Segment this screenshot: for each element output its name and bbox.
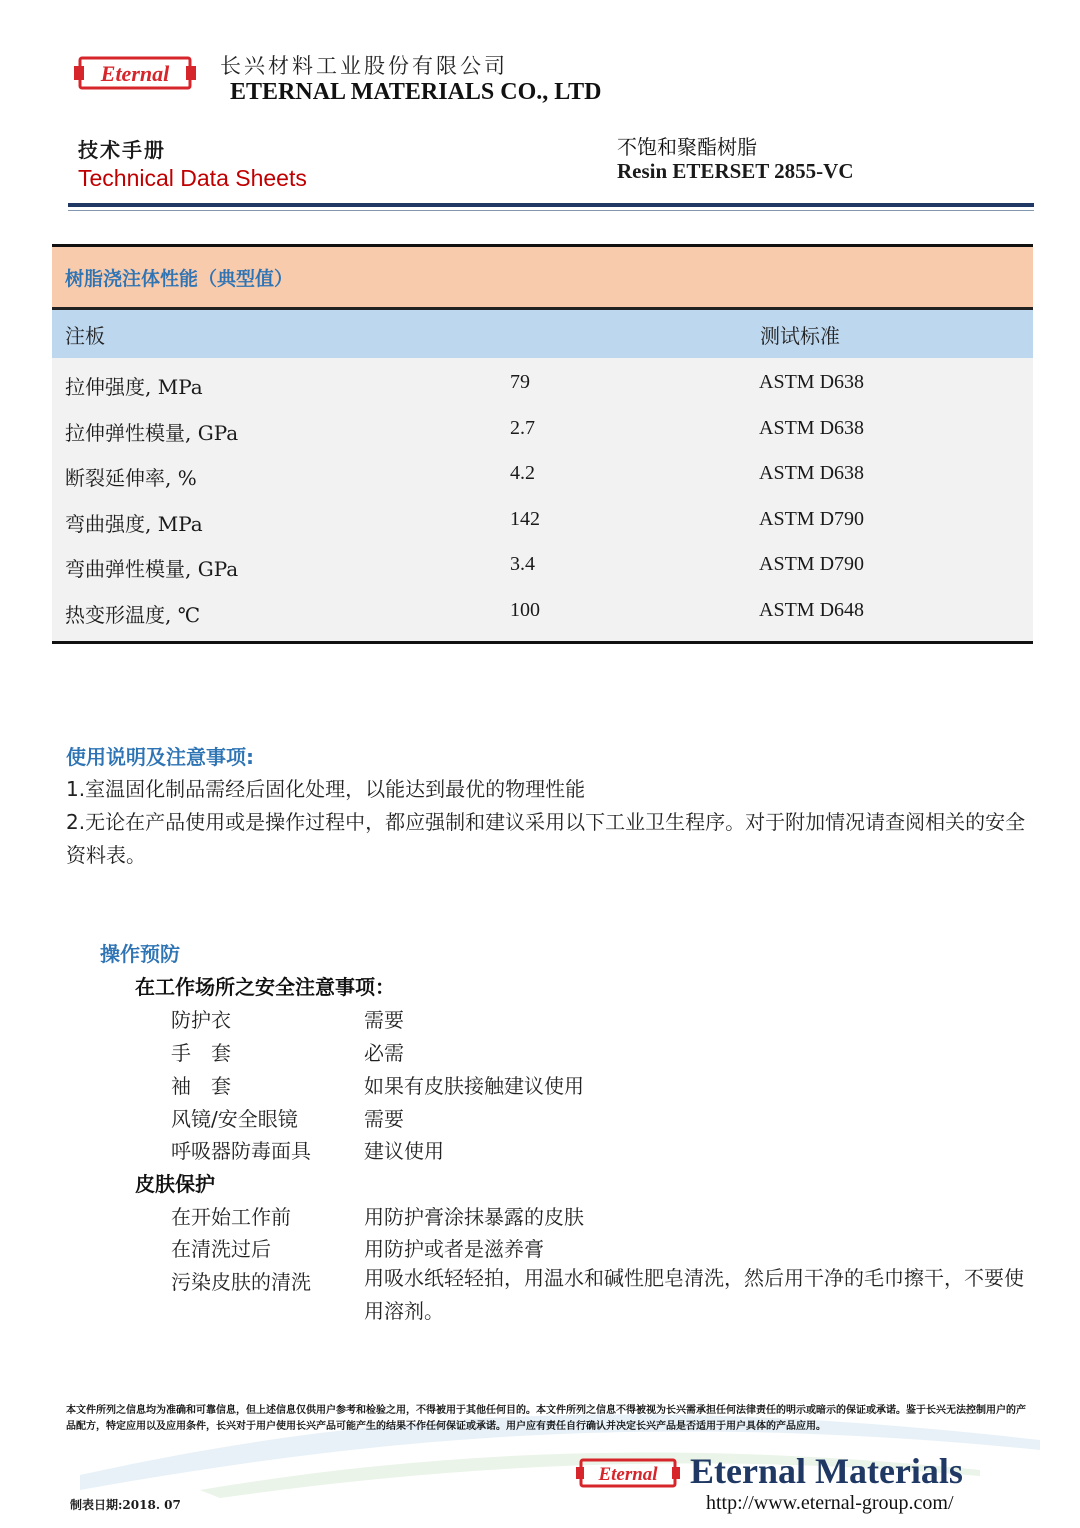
usage-item-1: 1.室温固化制品需经后固化处理，以能达到最优的物理性能 bbox=[66, 777, 586, 801]
eternal-logo bbox=[72, 48, 198, 98]
skin-value: 用防护膏涂抹暴露的皮肤 bbox=[364, 1205, 584, 1229]
col-property-header: 注板 bbox=[65, 323, 105, 348]
skin-heading: 皮肤保护 bbox=[135, 1172, 215, 1196]
ppe-label: 防护衣 bbox=[171, 1008, 231, 1032]
ppe-label: 手 套 bbox=[171, 1041, 231, 1065]
table-row bbox=[52, 408, 1033, 454]
doc-type-en: Technical Data Sheets bbox=[78, 165, 307, 191]
property-value: 79 bbox=[510, 371, 530, 393]
table-row bbox=[52, 453, 1033, 499]
property-name: 拉伸弹性模量, GPa bbox=[65, 420, 239, 445]
footer-eternal-logo bbox=[574, 1452, 682, 1494]
property-name: 弯曲强度, MPa bbox=[65, 511, 203, 536]
header-divider bbox=[68, 203, 1034, 207]
made-date: 制表日期:2018. 07 bbox=[70, 1498, 181, 1512]
test-standard: ASTM D790 bbox=[759, 507, 865, 530]
property-name: 热变形温度, ℃ bbox=[65, 602, 201, 627]
doc-type-cn: 技术手册 bbox=[78, 138, 166, 162]
table-row bbox=[52, 544, 1033, 590]
product-name-cn: 不饱和聚酯树脂 bbox=[617, 135, 757, 159]
handling-heading: 操作预防 bbox=[100, 942, 180, 966]
test-standard: ASTM D790 bbox=[759, 553, 865, 575]
test-standard: ASTM D638 bbox=[759, 462, 865, 484]
legal-disclaimer: 本文件所列之信息均为准确和可靠信息，但上述信息仅供用户参考和检验之用，不得被用于其他任何目的。本文件所列之信息不得被视为长兴需承担任何法律责任的明示或暗示的保证或承诺。鉴于长兴无法控制用户的产品配方，特定应用以及应用条件，长兴对于用户使用长兴产品可能产生的结果不作任何保证或承诺。用户应有责任自行确认并决定长兴产品是否适用于用户具体的产品应用。 bbox=[66, 1405, 1026, 1432]
property-value: 100 bbox=[510, 598, 540, 621]
product-name-en: Resin ETERSET 2855-VC bbox=[617, 159, 854, 183]
header-divider-thin bbox=[68, 210, 1034, 211]
ppe-value: 需要 bbox=[364, 1008, 404, 1032]
property-name: 断裂延伸率, % bbox=[65, 466, 197, 490]
col-standard-header: 测试标准 bbox=[760, 323, 840, 348]
property-name: 弯曲弹性模量, GPa bbox=[65, 557, 239, 581]
skin-label: 在清洗过后 bbox=[171, 1237, 271, 1261]
ppe-label: 袖 套 bbox=[171, 1074, 231, 1098]
test-standard: ASTM D638 bbox=[759, 371, 865, 393]
skin-value: 用防护或者是滋养膏 bbox=[364, 1237, 544, 1261]
property-value: 2.7 bbox=[510, 416, 535, 439]
test-standard: ASTM D648 bbox=[759, 598, 865, 621]
company-name-en: ETERNAL MATERIALS CO., LTD bbox=[230, 79, 602, 105]
property-value: 3.4 bbox=[510, 553, 535, 575]
ppe-value: 需要 bbox=[364, 1107, 404, 1131]
test-standard: ASTM D638 bbox=[759, 416, 865, 439]
table-bottom-rule bbox=[52, 641, 1033, 644]
property-name: 拉伸强度, MPa bbox=[65, 375, 203, 399]
table-body bbox=[52, 358, 1033, 641]
workplace-heading: 在工作场所之安全注意事项： bbox=[135, 975, 395, 999]
table-header bbox=[52, 310, 1033, 358]
ppe-label: 呼吸器防毒面具 bbox=[171, 1139, 311, 1163]
usage-heading: 使用说明及注意事项: bbox=[66, 745, 254, 769]
logo-text: Eternal bbox=[100, 61, 170, 86]
property-value: 4.2 bbox=[510, 462, 535, 484]
ppe-value: 如果有皮肤接触建议使用 bbox=[364, 1074, 584, 1098]
usage-item-2: 2.无论在产品使用或是操作过程中，都应强制和建议采用以下工业卫生程序。对于附加情况请查阅相关的安全资料表。 bbox=[66, 810, 1026, 867]
skin-value: 用吸水纸轻轻拍，用温水和碱性肥皂清洗，然后用干净的毛巾擦干，不要使用溶剂。 bbox=[364, 1266, 1024, 1323]
footer-brand-name: Eternal Materials bbox=[690, 1451, 963, 1491]
property-value: 142 bbox=[510, 507, 540, 530]
table-row bbox=[52, 499, 1033, 545]
table-row bbox=[52, 590, 1033, 636]
properties-table bbox=[52, 244, 1033, 644]
ppe-value: 建议使用 bbox=[364, 1139, 444, 1163]
ppe-label: 风镜/安全眼镜 bbox=[171, 1107, 298, 1131]
ppe-value: 必需 bbox=[364, 1041, 404, 1065]
footer-website-link[interactable]: http://www.eternal-group.com/ bbox=[706, 1492, 954, 1514]
skin-label: 污染皮肤的清洗 bbox=[171, 1270, 311, 1294]
company-name-cn: 长兴材料工业股份有限公司 bbox=[220, 54, 508, 78]
table-row bbox=[52, 362, 1033, 408]
skin-label: 在开始工作前 bbox=[171, 1205, 291, 1229]
table-title: 树脂浇注体性能（典型值） bbox=[52, 247, 1033, 307]
footer-logo-text: Eternal bbox=[598, 1464, 658, 1485]
